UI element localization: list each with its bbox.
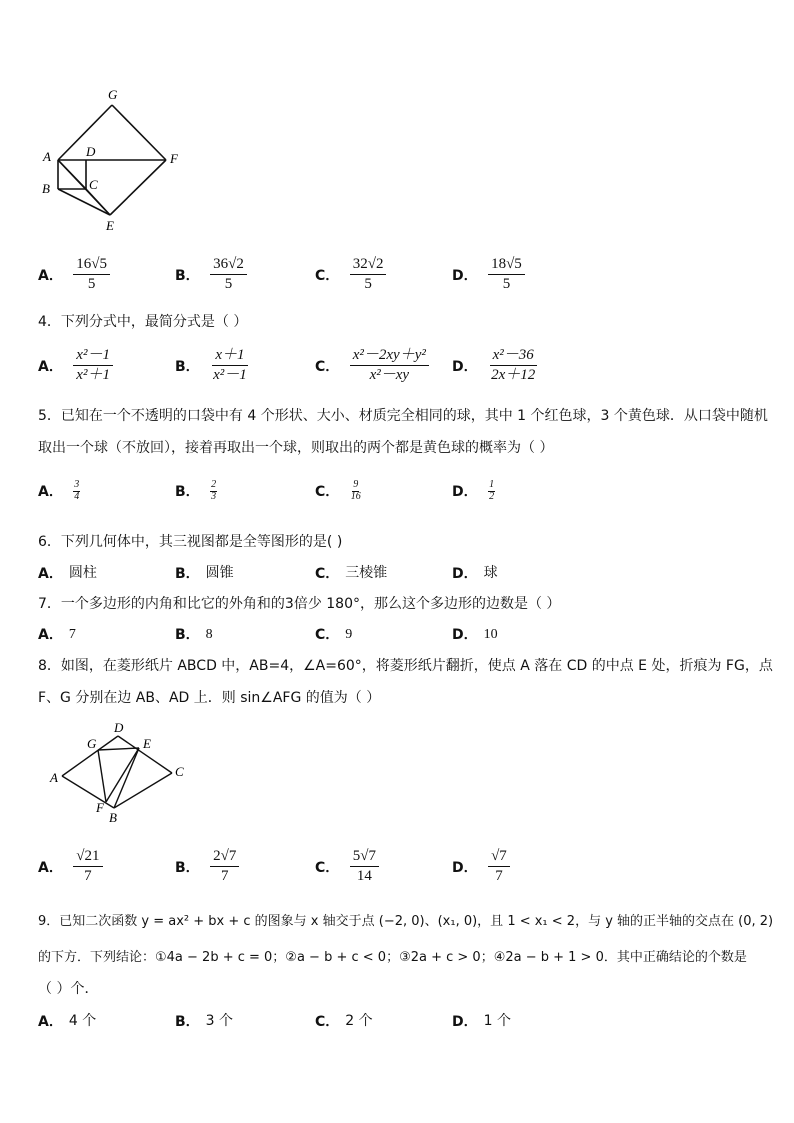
q9-option-c[interactable]: C． 2 个 — [315, 1013, 373, 1030]
q9-option-b[interactable]: B． 3 个 — [175, 1013, 234, 1030]
q9-stem-line2: 的下方．下列结论：①4a − 2b + c = 0；②a − b + c < 0；③2a + c > 0；④2a − b + 1 > 0．其中正确结论的个数是 — [38, 950, 747, 965]
q8-option-d[interactable]: D． $\frac{√7}{7}$ — [452, 848, 510, 886]
q7-option-c[interactable]: C． 9 — [315, 627, 353, 643]
q3-point-D: D — [86, 144, 96, 159]
q9-stem-line1: 9．已知二次函数 y = ax² + bx + c 的图象与 x 轴交于点 (−2, 0)、(x₁, 0)，且 1 < x₁ < 2，与 y 轴的正半轴的交点在 (0, 2) — [38, 914, 774, 929]
q8-point-F: F — [96, 800, 104, 815]
q5-option-b[interactable]: B． $\frac{2}{3}$ — [175, 479, 217, 502]
q8-point-B: B — [109, 810, 117, 825]
edge-AG — [58, 105, 112, 160]
edge-GF — [112, 105, 166, 160]
q9-option-a[interactable]: A． 4 个 — [38, 1013, 97, 1030]
q6-option-b[interactable]: B． 圆锥 — [175, 565, 234, 582]
q3-point-B: B — [42, 181, 50, 196]
q9-stem-line3: （ ）个． — [38, 981, 99, 997]
q8-point-D: D — [114, 720, 124, 735]
q5-option-c[interactable]: C． $\frac{9}{16}$ — [315, 479, 361, 502]
q3-option-b[interactable]: B． $\frac{36√2}{5}$ — [175, 256, 247, 294]
q6-option-d[interactable]: D． 球 — [452, 565, 498, 582]
q4-option-a[interactable]: A． $\frac{\text{x²－1}}{\text{x²＋1}}$ — [38, 347, 113, 385]
q8-option-c[interactable]: C． $\frac{5√7}{14}$ — [315, 848, 379, 886]
q3-point-E: E — [106, 218, 114, 233]
q5-stem-line2: 取出一个球（不放回），接着再取出一个球，则取出的两个都是黄色球的概率为（ ） — [38, 440, 554, 456]
rhombus-BC — [114, 773, 172, 808]
q8-point-E: E — [143, 736, 151, 751]
edge-AE — [58, 160, 110, 215]
q5-stem-line1: 5．已知在一个不透明的口袋中有 4 个形状、大小、材质完全相同的球，其中 1 个红色球，3 个黄色球．从口袋中随机 — [38, 408, 768, 424]
q6-option-c[interactable]: C． 三棱锥 — [315, 565, 388, 582]
q8-stem-line2: F、G 分别在边 AB、AD 上．则 sin∠AFG 的值为（ ） — [38, 690, 381, 706]
q6-option-a[interactable]: A． 圆柱 — [38, 565, 97, 582]
q8-option-a[interactable]: A． $\frac{√21}{7}$ — [38, 848, 103, 886]
q8-option-b[interactable]: B． $\frac{2√7}{7}$ — [175, 848, 239, 886]
q8-figure — [44, 718, 194, 828]
q3-point-F: F — [170, 151, 178, 166]
q4-stem: 4．下列分式中，最简分式是（ ） — [38, 314, 248, 330]
q7-option-b[interactable]: B． 8 — [175, 627, 213, 643]
q4-option-d[interactable]: D． $\frac{\text{x²－36}}{2x+12}$ — [452, 347, 536, 384]
q8-stem-line1: 8．如图，在菱形纸片 ABCD 中，AB=4，∠A=60°，将菱形纸片翻折，使点 A 落在 CD 的中点 E 处，折痕为 FG，点 — [38, 658, 773, 674]
q4-option-c[interactable]: C． $\frac{\text{x²－2xy＋y²}}{\text{x²－xy}}$ — [315, 347, 429, 385]
fold-GE — [98, 748, 139, 750]
q8-point-G: G — [87, 736, 97, 751]
q8-point-A: A — [50, 770, 58, 785]
q3-figure — [30, 85, 190, 235]
q7-option-a[interactable]: A． 7 — [38, 627, 76, 643]
rhombus-AB — [62, 776, 114, 808]
edge-FE — [110, 160, 166, 215]
q4-option-b[interactable]: B． $\frac{x+1}{\text{x²－1}}$ — [175, 347, 247, 384]
q3-option-c[interactable]: C． $\frac{32√2}{5}$ — [315, 256, 386, 294]
q6-stem: 6．下列几何体中，其三视图都是全等图形的是( ) — [38, 534, 343, 550]
q3-point-G: G — [108, 87, 118, 102]
q9-option-d[interactable]: D． 1 个 — [452, 1013, 511, 1030]
q7-stem: 7．一个多边形的内角和比它的外角和的3倍少 180°，那么这个多边形的边数是（ ） — [38, 596, 561, 612]
fold-FE — [106, 748, 139, 802]
q3-point-A: A — [43, 149, 51, 164]
edge-BE — [58, 189, 110, 215]
segment-BE — [114, 748, 139, 808]
q5-option-d[interactable]: D． $\frac{1}{2}$ — [452, 479, 495, 502]
q7-option-d[interactable]: D． 10 — [452, 627, 498, 643]
q3-option-a[interactable]: A． $\frac{16√5}{5}$ — [38, 256, 110, 294]
q3-option-d[interactable]: D． $\frac{18√5}{5}$ — [452, 256, 525, 294]
fold-GF — [98, 750, 106, 802]
q5-option-a[interactable]: A． $\frac{3}{4}$ — [38, 479, 80, 502]
q3-point-C: C — [89, 177, 98, 192]
q8-point-C: C — [175, 764, 184, 779]
